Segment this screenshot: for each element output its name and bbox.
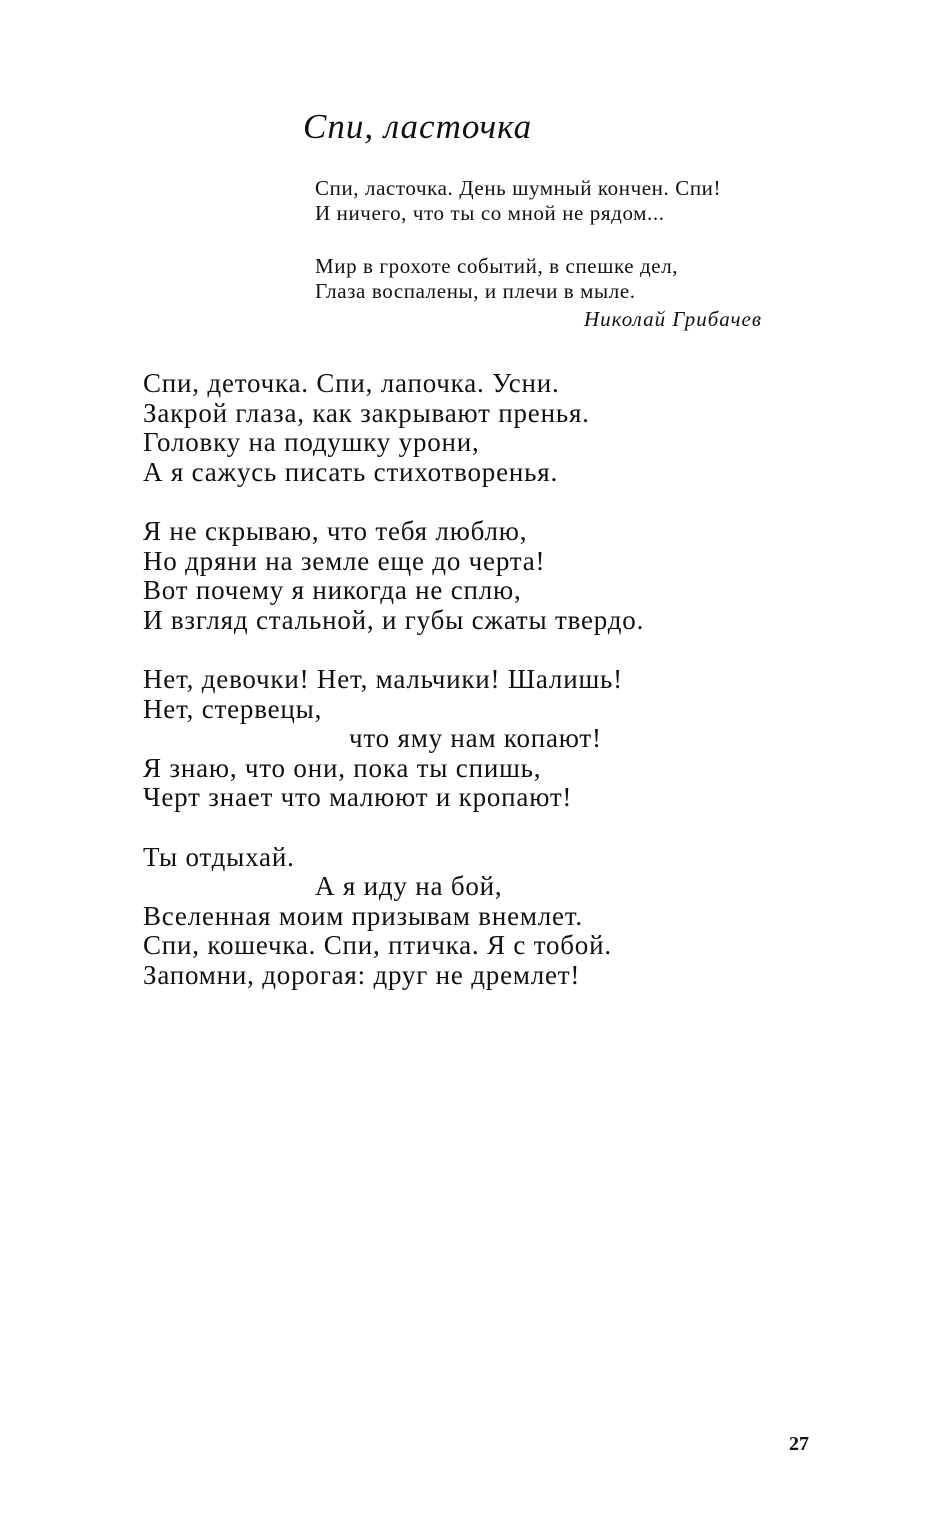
poem-line: Ты отдыхай. xyxy=(143,841,295,872)
poem-stanza-3 xyxy=(143,665,843,813)
poem-line: А я сажусь писать стихотворенья. xyxy=(143,456,559,487)
poem-line: Нет, стервецы, xyxy=(143,693,323,724)
epigraph-line: Глаза воспалены, и плечи в мыле. xyxy=(315,279,636,303)
poem-line: Спи, кошечка. Спи, птичка. Я с тобой. xyxy=(143,930,612,960)
page-number: 27 xyxy=(789,1433,809,1455)
poem-stanza-2 xyxy=(143,517,843,635)
poem-body xyxy=(143,369,843,1020)
poem-line: И взгляд стальной, и губы сжаты твердо. xyxy=(143,604,645,635)
epigraph-line: И ничего, что ты со мной не рядом... xyxy=(315,201,665,225)
poem-stanza-4 xyxy=(143,843,843,991)
epigraph-stanza-gap xyxy=(315,226,815,254)
epigraph xyxy=(315,176,815,304)
poem-line: Нет, девочки! Нет, мальчики! Шалишь! xyxy=(143,664,623,694)
poem-line-indented: что яму нам копают! xyxy=(349,723,602,753)
poem-line: Черт знает что малюют и кропают! xyxy=(143,782,573,812)
poem-line: Я знаю, что они, пока ты спишь, xyxy=(143,752,542,783)
poem-line: Закрой глаза, как закрывают пренья. xyxy=(143,397,590,428)
poem-line: Вот почему я никогда не сплю, xyxy=(143,575,522,605)
poem-line-indented: А я иду на бой, xyxy=(315,871,503,901)
poem-line: Я не скрываю, что тебя люблю, xyxy=(143,516,528,546)
epigraph-line: Мир в грохоте событий, в спешке дел, xyxy=(315,254,679,278)
poem-stanza-1 xyxy=(143,369,843,487)
epigraph-author: Николай Грибачев xyxy=(584,307,762,331)
poem-line: Но дряни на земле еще до черта! xyxy=(143,545,546,576)
poem-line: Головку на подушку урони, xyxy=(143,427,480,457)
epigraph-line: Спи, ласточка. День шумный кончен. Спи! xyxy=(315,176,722,200)
poem-line: Вселенная моим призывам внемлет. xyxy=(143,900,583,931)
poem-title: Спи, ласточка xyxy=(303,107,533,146)
poem-line: Запомни, дорогая: друг не дремлет! xyxy=(143,959,581,990)
poem-line: Спи, деточка. Спи, лапочка. Усни. xyxy=(143,368,560,398)
